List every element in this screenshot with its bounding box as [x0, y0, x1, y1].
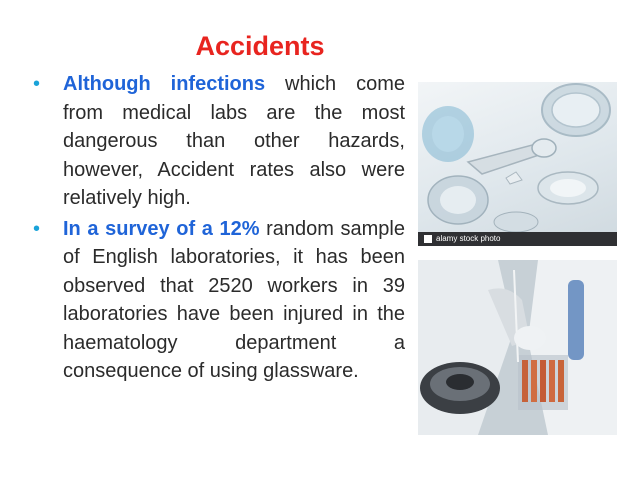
bullet-highlight: In a survey of a 12%: [63, 217, 260, 240]
lab-worker-photo: [418, 260, 617, 435]
bullet-dot-icon: •: [33, 73, 41, 95]
watermark-text: alamy stock photo: [436, 234, 501, 243]
glassware-illustration: [418, 82, 617, 246]
slide-title: Accidents: [195, 31, 325, 61]
bullet-item-survey: [33, 215, 405, 386]
watermark-bar: [418, 232, 617, 246]
bullet-text: which come from medical labs are the most dangerous than other hazards, however, Accident rates also were relatively high.: [63, 73, 405, 209]
bullet-text: random sample of English laboratories, it has been observed that 2520 workers in 39 laboratories have been injured in the haematology department a consequence of using glassware.: [63, 217, 405, 382]
glassware-photo: [418, 82, 617, 246]
bullet-highlight: Although infections: [63, 73, 266, 95]
alamy-logo-icon: [424, 235, 432, 243]
bullet-item-infections: [33, 70, 405, 213]
bullet-dot-icon: •: [33, 217, 41, 240]
bullet-list: [33, 70, 405, 388]
lab-worker-illustration: [418, 260, 617, 435]
